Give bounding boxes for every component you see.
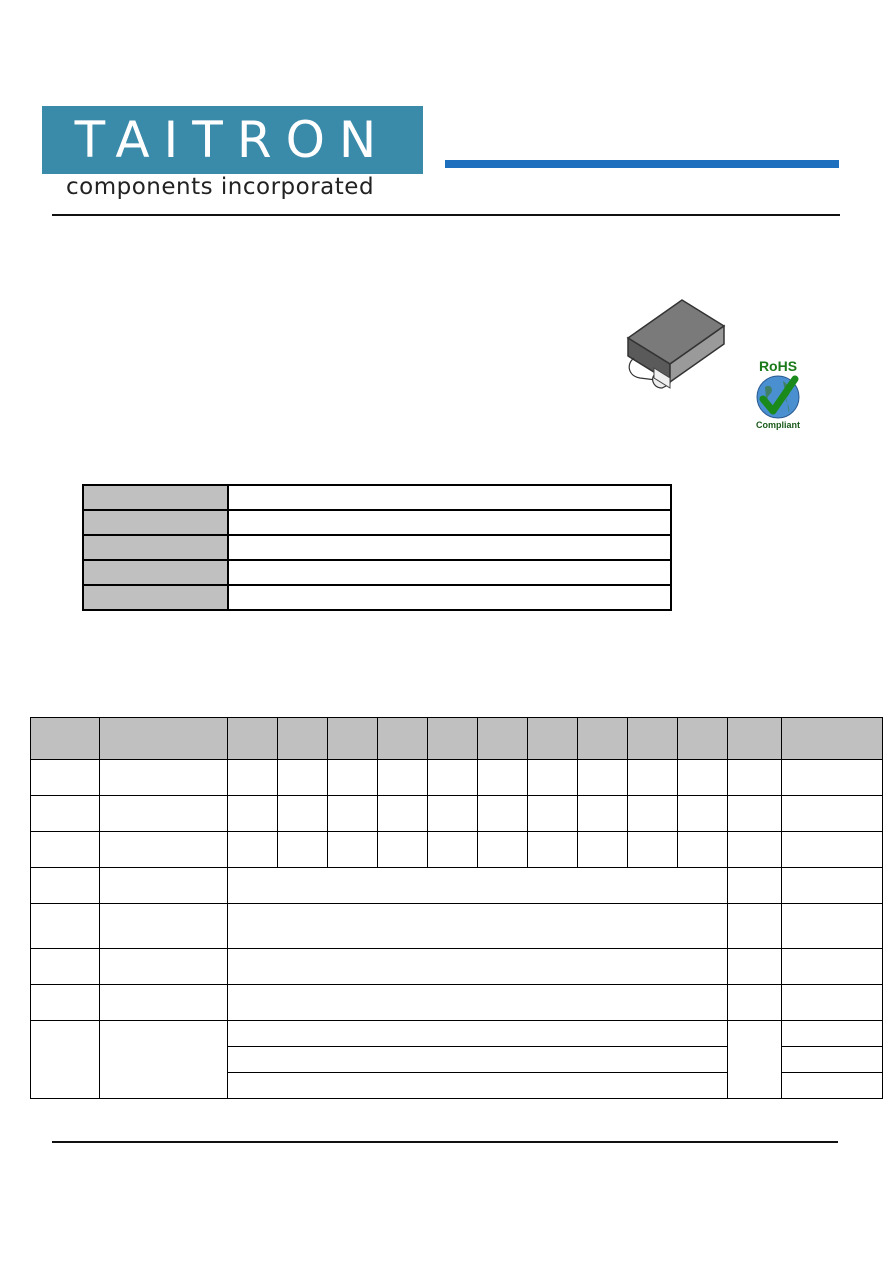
table-cell [378,760,428,796]
table-row [31,832,883,868]
table-cell [100,904,228,949]
table-cell [782,832,883,868]
table-cell [100,832,228,868]
table-cell [100,949,228,985]
header-cell [328,718,378,760]
spec-label-cell [83,535,228,560]
table-header-row [31,718,883,760]
table-cell [31,949,100,985]
table-cell [228,868,728,904]
table-cell [428,796,478,832]
table-cell [782,796,883,832]
table-cell [478,832,528,868]
table-row [31,1021,883,1047]
table-row [31,868,883,904]
table-row [31,985,883,1021]
header-cell [782,718,883,760]
table-cell [628,760,678,796]
table-cell [478,760,528,796]
table-cell [31,985,100,1021]
table-cell [31,796,100,832]
table-cell [678,832,728,868]
table-cell [782,1047,883,1073]
table-cell [278,796,328,832]
spec-label-cell [83,585,228,610]
table-cell [278,760,328,796]
rohs-label: RoHS [758,358,798,374]
spec-label-cell [83,560,228,585]
table-cell [228,796,278,832]
table-cell [628,832,678,868]
table-cell [228,904,728,949]
table-cell [578,760,628,796]
header-cell [378,718,428,760]
table-cell [678,796,728,832]
ratings-table [30,717,883,1099]
table-cell [100,985,228,1021]
table-row [83,585,671,610]
table-cell [728,949,782,985]
header-cell [578,718,628,760]
table-cell [478,796,528,832]
table-cell [100,760,228,796]
header-divider [52,214,840,216]
table-row [31,796,883,832]
header-cell [278,718,328,760]
header-cell [628,718,678,760]
spec-value-cell [228,535,671,560]
table-cell [378,796,428,832]
table-cell [528,832,578,868]
table-cell [31,868,100,904]
table-cell [328,796,378,832]
table-cell [782,760,883,796]
table-row [83,535,671,560]
table-cell [31,904,100,949]
table-row [31,904,883,949]
table-cell [728,868,782,904]
table-cell [578,796,628,832]
table-cell [31,1021,100,1099]
table-cell [728,760,782,796]
component-package-image [620,296,730,396]
table-cell [100,868,228,904]
table-cell [782,949,883,985]
table-cell [328,832,378,868]
table-cell [782,1073,883,1099]
table-cell [228,832,278,868]
header-cell [478,718,528,760]
table-cell [378,832,428,868]
table-cell [578,832,628,868]
table-cell [782,904,883,949]
spec-label-cell [83,485,228,510]
table-row [31,949,883,985]
table-cell [278,832,328,868]
table-cell [228,1073,728,1099]
table-row [83,510,671,535]
footer-divider [52,1141,838,1143]
table-cell [528,796,578,832]
table-cell [328,760,378,796]
table-cell [728,985,782,1021]
spec-value-cell [228,510,671,535]
table-cell [228,985,728,1021]
table-cell [728,1021,782,1099]
table-cell [678,760,728,796]
header-cell [678,718,728,760]
header-cell [228,718,278,760]
table-cell [228,760,278,796]
header-cell [428,718,478,760]
table-cell [228,1047,728,1073]
globe-check-icon [753,373,803,421]
spec-value-cell [228,560,671,585]
table-row [31,760,883,796]
table-row [83,560,671,585]
table-cell [428,760,478,796]
table-cell [728,832,782,868]
header-cell [528,718,578,760]
header-cell [100,718,228,760]
compliant-label: Compliant [756,420,800,430]
table-cell [528,760,578,796]
header-cell [31,718,100,760]
spec-value-cell [228,485,671,510]
accent-bar [445,160,839,168]
table-cell [228,1021,728,1047]
table-cell [100,1021,228,1099]
table-cell [428,832,478,868]
company-logo [42,106,423,174]
header-cell [728,718,782,760]
table-cell [728,904,782,949]
table-cell [782,985,883,1021]
spec-label-cell [83,510,228,535]
rohs-compliant-badge [748,358,808,432]
table-cell [100,796,228,832]
table-cell [31,832,100,868]
table-cell [228,949,728,985]
table-row [83,485,671,510]
table-cell [782,1021,883,1047]
table-cell [782,868,883,904]
table-cell [31,760,100,796]
table-cell [628,796,678,832]
company-tagline: components incorporated [66,174,375,200]
spec-value-cell [228,585,671,610]
table-cell [728,796,782,832]
logo-text: TAITRON [74,111,391,169]
spec-summary-table [82,484,672,611]
